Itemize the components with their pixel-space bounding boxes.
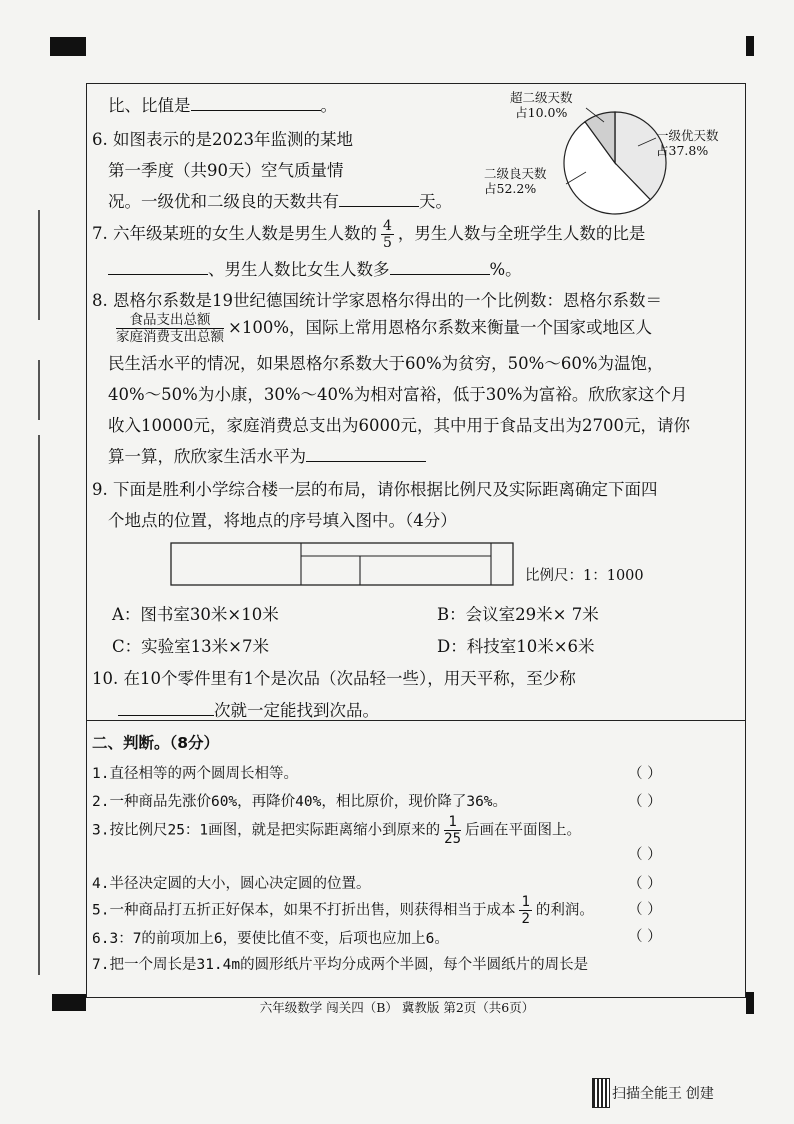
q6-line1: 6. 如图表示的是2023年监测的某地 [92, 130, 353, 149]
pie-label-two: 二级良天数 占52.2% [484, 166, 547, 196]
answer-paren-1[interactable]: （ ） [628, 766, 662, 782]
judge-item-7: 7.把一个周长是31.4m的圆形纸片平均分成两个半圆，每个半圆纸片的周长是 [92, 957, 589, 973]
scanner-watermark: 扫描全能王 创建 [612, 1085, 714, 1101]
judge-item-2: 2.一种商品先涨价60%，再降价40%，相比原价，现价降了36%。 [92, 794, 508, 810]
q6-line2: 第一季度（共90天）空气质量情 [108, 161, 344, 180]
q8-line3: 民生活水平的情况，如果恩格尔系数大于60%为贫穷，50%～60%为温饱， [108, 354, 664, 373]
q8-line6: 算一算，欣欣家生活水平为 [108, 443, 426, 467]
q8-line4: 40%～50%为小康，30%～40%为相对富裕，低于30%为富裕。欣欣家这个月 [108, 385, 688, 404]
answer-paren-5[interactable]: （ ） [628, 902, 662, 918]
answer-paren-2[interactable]: （ ） [628, 794, 662, 810]
answer-paren-6[interactable]: （ ） [628, 929, 662, 945]
q7-line2: 、男生人数比女生人数多 %。 [108, 256, 522, 280]
q8-line5: 收入10000元，家庭消费总支出为6000元，其中用于食品支出为2700元，请你 [108, 416, 690, 435]
answer-blank[interactable] [390, 260, 490, 275]
answer-blank[interactable] [118, 701, 214, 716]
section2-title: 二、判断。（8分） [92, 734, 220, 752]
judge-item-1: 1.直径相等的两个圆周长相等。 [92, 766, 298, 782]
option-b: B：会议室29米× 7米 [437, 605, 599, 624]
answer-blank[interactable] [191, 96, 321, 111]
q9-line2: 个地点的位置，将地点的序号填入图中。（4分） [108, 511, 457, 530]
option-c: C：实验室13米×7米 [112, 637, 269, 656]
judge-item-5: 5.一种商品打五折正好保本，如果不打折出售，则获得相当于成本 $\frac{1}{2}$ 的利润。 [92, 894, 594, 927]
pie-label-one: 一级优天数 占37.8% [656, 128, 719, 158]
answer-blank[interactable] [339, 192, 419, 207]
answer-paren-4[interactable]: （ ） [628, 876, 662, 892]
floor-plan-diagram [170, 542, 516, 588]
q5-tail: 比、比值是 。 [108, 96, 337, 115]
judge-item-6: 6.3：7的前项加上6，要使比值不变，后项也应加上6。 [92, 931, 449, 947]
binding-line [38, 435, 40, 975]
pie-label-three: 超二级天数 占10.0% [510, 90, 573, 120]
q6-line3: 况。一级优和二级良的天数共有 天。 [108, 192, 452, 211]
option-d: D：科技室10米×6米 [437, 637, 595, 656]
engel-fraction: $\frac{\text{食品支出总额}}{\text{家庭消费支出总额}}$ [116, 312, 224, 345]
option-a: A：图书室30米×10米 [112, 605, 279, 624]
binding-line [38, 360, 40, 420]
q7-line1: 7. 六年级某班的女生人数是男生人数的 $\frac{4}{5}$ ，男生人数与全班学生人数的比是 [92, 218, 646, 251]
scale-label: 比例尺：1：1000 [525, 568, 644, 584]
judge-item-3: 3.按比例尺25：1画图，就是把实际距离缩小到原来的 $\frac{1}{25}$ 后画在平面图上。 [92, 814, 582, 847]
registration-mark-top-left [50, 37, 86, 56]
q10-line1: 10. 在10个零件里有1个是次品（次品轻一些），用天平称，至少称 [92, 669, 576, 688]
answer-paren-3[interactable]: （ ） [628, 847, 662, 863]
binding-line [38, 210, 40, 320]
item3-fraction: $\frac{1}{25}$ [444, 814, 462, 847]
q7-fraction: $\frac{4}{5}$ [383, 218, 392, 251]
page-footer: 六年级数学 闯关四（B） 冀教版 第2页（共6页） [259, 1000, 535, 1015]
item5-fraction: $\frac{1}{2}$ [521, 894, 530, 927]
q8-line2: $\frac{\text{食品支出总额}}{\text{家庭消费支出总额}}$ ×100%，国际上常用恩格尔系数来衡量一个国家或地区人 [116, 312, 652, 345]
q9-line1: 9. 下面是胜利小学综合楼一层的布局，请你根据比例尺及实际距离确定下面四 [92, 480, 658, 499]
qr-code-icon [592, 1078, 610, 1108]
registration-mark-top-right [746, 36, 754, 56]
answer-blank[interactable] [306, 447, 426, 462]
answer-blank[interactable] [108, 260, 208, 275]
floor-plan-outline [171, 543, 513, 585]
q8-line1: 8. 恩格尔系数是19世纪德国统计学家恩格尔得出的一个比例数：恩格尔系数＝ [92, 291, 662, 310]
q10-line2: 次就一定能找到次品。 [118, 697, 379, 721]
judge-item-4: 4.半径决定圆的大小，圆心决定圆的位置。 [92, 876, 371, 892]
